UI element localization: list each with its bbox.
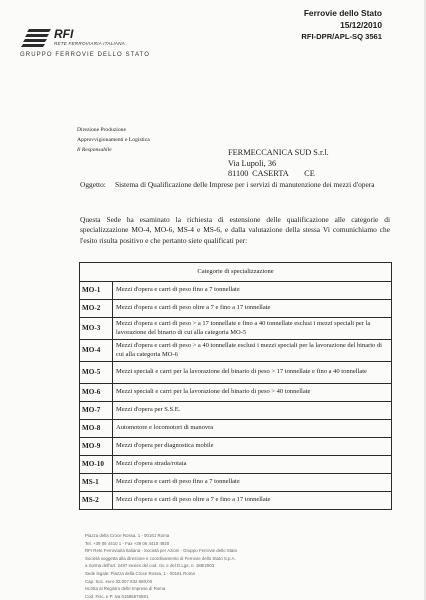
category-description: Mezzi d'opera e carri di peso > a 40 tonnellate esclusi i mezzi speciali per la lavorazione del binario di cui alla categoria MO-6 [113,340,392,362]
footer-line: a norma dell'art. 2497 sexies del cod. civ. e del D.Lgs. n. 188/2003 [85,563,215,569]
body-paragraph: Questa Sede ha esaminato la richiesta di estensione delle qualificazione alle categorie di specializzazione MO-4, MO-6, MS-4 e MS-6, e dalla valutazione della stessa Vi comunichiamo che l'esito risulta positivo e che pertanto siete qualificati per: [80,215,390,245]
categories-table [79,262,392,510]
recipient-street: Via Lupoli, 36 [228,158,277,168]
category-description: Mezzi d'opera per S.S.E. [113,402,392,420]
table-header: Categorie di specializzazione [80,263,392,282]
subject-text: Sistema di Qualificazione delle Imprese per i servizi di manutenzione dei mezzi d'opera [115,180,375,189]
sender-block [77,125,150,155]
rfi-logo [20,27,170,67]
table-row [80,384,392,402]
category-description: Mezzi d'opera strada/rotaia [113,456,392,474]
category-code: MO-2 [80,300,113,318]
table-row [80,420,392,438]
recipient-prov: CE [304,169,315,179]
table-row [80,456,392,474]
table-row [80,282,392,300]
protocol-block [301,7,382,43]
sender-line-1: Direzione Produzione [77,127,126,133]
subject-label: Oggetto: [80,180,106,189]
recipient-cap: 81100 [228,169,249,179]
footer-line: Iscritta al Registro delle Imprese di Roma [85,586,166,592]
category-code: MS-1 [80,474,113,492]
category-code: MO-5 [80,362,113,384]
table-header-row [80,263,392,282]
footer-block [85,532,305,600]
category-description: Mezzi d'opera e carri di peso oltre a 7 e fino a 17 tonnellate [113,300,392,318]
recipient-city-line [228,169,329,180]
rfi-stripes-icon [21,27,53,49]
category-description: Mezzi speciali e carri per la lavorazione del binario di peso > 17 tonnellate e fino a 40 tonnellate [113,362,392,384]
header-org: Ferrovie dello Stato [303,8,382,18]
category-code: MO-4 [80,340,113,362]
table-row [80,402,392,420]
category-description: Mezzi d'opera e carri di peso oltre a 7 e fino a 17 tonnellate [113,492,392,510]
footer-line: Cod. Fisc. e P. Iva 01585570581 [85,593,149,599]
recipient-block [228,148,329,180]
category-description: Mezzi d'opera per diagnostica mobile [113,438,392,456]
recipient-city: CASERTA [252,169,289,179]
table-row [80,492,392,510]
category-code: MS-2 [80,492,113,510]
table-row [80,362,392,384]
category-code: MO-10 [80,456,113,474]
category-description: Mezzi d'opera e carri di peso fino a 7 tonnellate [113,282,392,300]
table-row [80,318,392,340]
table-row [80,474,392,492]
footer-line: Tel. +39 06 4410 1 - Fax +39 06 4410 4920 [85,540,170,546]
category-code: MO-9 [80,438,113,456]
header-protocol: RFI-DPR/APL-SQ 3561 [301,32,382,41]
table-row [80,438,392,456]
category-code: MO-3 [80,318,113,340]
sender-line-2: Approvvigionamenti e Logistica [77,137,150,143]
logo-group: GRUPPO FERROVIE DELLO STATO [20,52,151,58]
category-description: Mezzi d'opera e carri di peso fino a 7 tonnellate [113,474,392,492]
footer-line: Sede legale: Piazza della Croce Rossa, 1 - 00161 Roma [85,570,195,576]
table-row [80,340,392,362]
category-description: Automotore e locomotori di manovra [113,420,392,438]
sender-line-3: Il Responsabile [77,147,112,153]
category-code: MO-6 [80,384,113,402]
category-code: MO-8 [80,420,113,438]
category-description: Mezzi d'opera e carri di peso > a 17 tonnellate e fino a 40 tonnellate esclusi i mezzi speciali per la lavorazione del binario di cui alla categoria MO-5 [113,318,392,340]
logo-subtitle: RETE FERROVIARIA ITALIANA [54,41,125,46]
footer-line: Cap. Soc. euro 32.007.632.680,00 [85,578,153,584]
footer-line: Società soggetta alla direzione e coordinamento di Ferrovie dello Stato S.p.A. [85,555,236,561]
footer-line: Piazza della Croce Rossa, 1 - 00161 Roma [85,533,170,538]
category-code: MO-7 [80,402,113,420]
logo-brand: RFI [54,27,74,41]
table-row [80,300,392,318]
category-description: Mezzi speciali e carri per la lavorazione del binario di peso > 40 tonnellate [113,384,392,402]
header-date: 15/12/2010 [340,20,382,30]
category-code: MO-1 [80,282,113,300]
recipient-name: FERMECCANICA SUD S.r.l. [228,148,329,157]
footer-line: RFI Rete Ferroviaria Italiana - Società per Azioni - Gruppo Ferrovie dello Stato [85,548,238,554]
